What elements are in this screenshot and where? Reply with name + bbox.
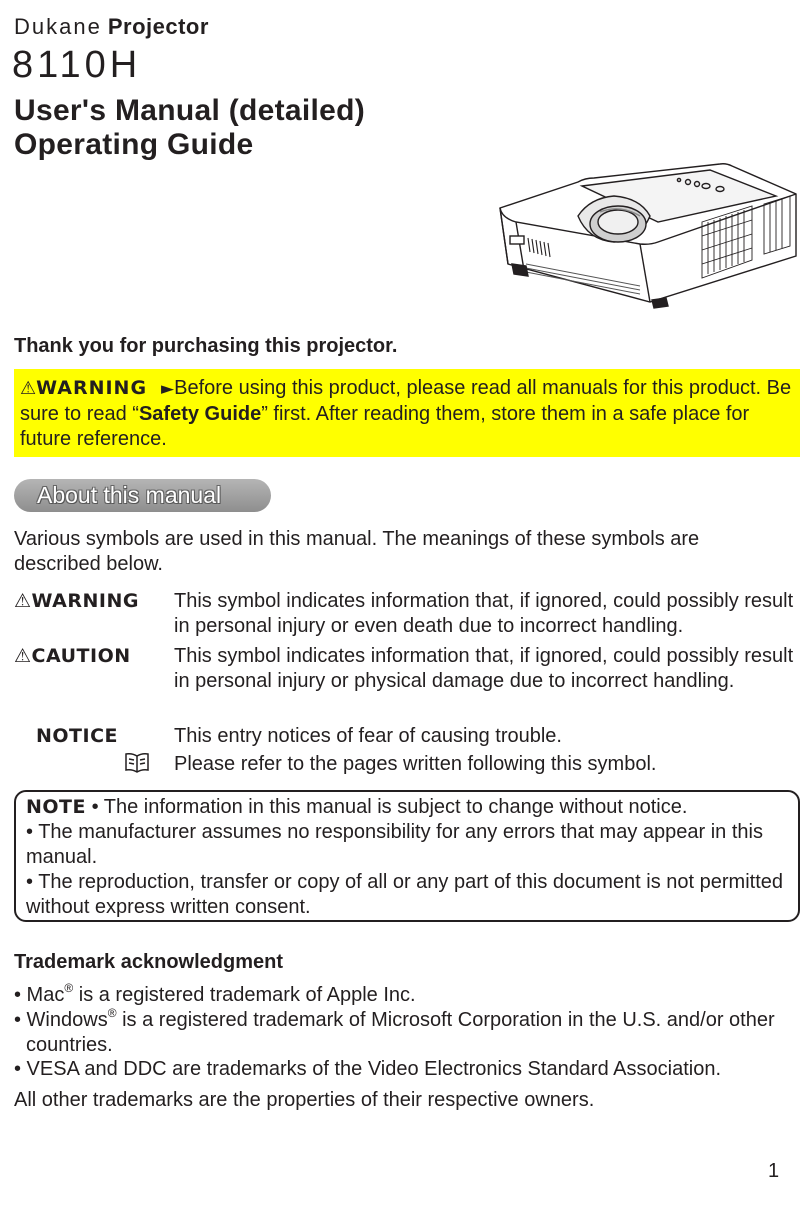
symbol-warning-label: ⚠WARNING: [14, 590, 139, 612]
warning-triangle-icon: ⚠: [14, 590, 32, 612]
intro-text: Various symbols are used in this manual. The meanings of these symbols are described below.: [14, 528, 700, 575]
symbol-book-desc: Please refer to the pages written following this symbol.: [174, 753, 657, 775]
warning-triangle-icon: ⚠: [20, 378, 37, 399]
manual-subtitle: Operating Guide: [14, 128, 254, 161]
warning-text: Before using this product, please read all manuals for this product. Be sure to read “: [20, 377, 792, 425]
note-box: [14, 790, 800, 922]
symbol-caution-label: ⚠CAUTION: [14, 645, 131, 667]
trademark-title: Trademark acknowledgment: [14, 951, 283, 973]
note-item: • The manufacturer assumes no responsibility for any errors that may appear in this manual.: [26, 821, 763, 868]
warning-triangle-icon: ⚠: [14, 645, 32, 667]
brand-name: Dukane: [14, 14, 102, 39]
manual-title: User's Manual (detailed): [14, 94, 366, 127]
trademark-item: • VESA and DDC are trademarks of the Video Electronics Standard Association.: [14, 1058, 722, 1080]
projector-illustration: [490, 160, 802, 310]
arrow-icon: ►: [161, 379, 175, 399]
product-label: Projector: [107, 14, 209, 39]
brand-line: [14, 14, 209, 40]
model-number: 8110H: [12, 44, 142, 86]
symbol-warning-desc: This symbol indicates information that, if ignored, could possibly result in personal injury or even death due to incorrect handling.: [174, 590, 794, 637]
symbol-notice-label: NOTICE: [36, 725, 119, 747]
book-icon: [124, 752, 150, 774]
trademark-item: • Windows® is a registered trademark of Microsoft Corporation in the U.S. and/or other countries.: [14, 1006, 775, 1056]
safety-guide-ref: Safety Guide: [138, 403, 262, 425]
symbol-notice-desc: This entry notices of fear of causing trouble.: [174, 725, 562, 747]
thank-you-text: Thank you for purchasing this projector.: [14, 335, 398, 357]
note-item: • The information in this manual is subject to change without notice.: [91, 796, 688, 818]
note-item: • The reproduction, transfer or copy of all or any part of this document is not permitted without express written consent.: [26, 871, 784, 918]
warning-label: WARNING: [36, 377, 148, 399]
note-label: NOTE: [26, 796, 86, 818]
warning-box: [14, 369, 800, 457]
trademark-footer: All other trademarks are the properties of their respective owners.: [14, 1089, 595, 1111]
symbol-caution-desc: This symbol indicates information that, if ignored, could possibly result in personal injury or physical damage due to incorrect handling.: [174, 645, 794, 692]
warning-text-end: ” first. After reading them, store them in a safe place for future reference.: [20, 403, 750, 450]
trademark-item: • Mac® is a registered trademark of Apple Inc.: [14, 981, 416, 1006]
section-heading: About this manual: [14, 479, 271, 512]
page-number: 1: [768, 1160, 780, 1182]
